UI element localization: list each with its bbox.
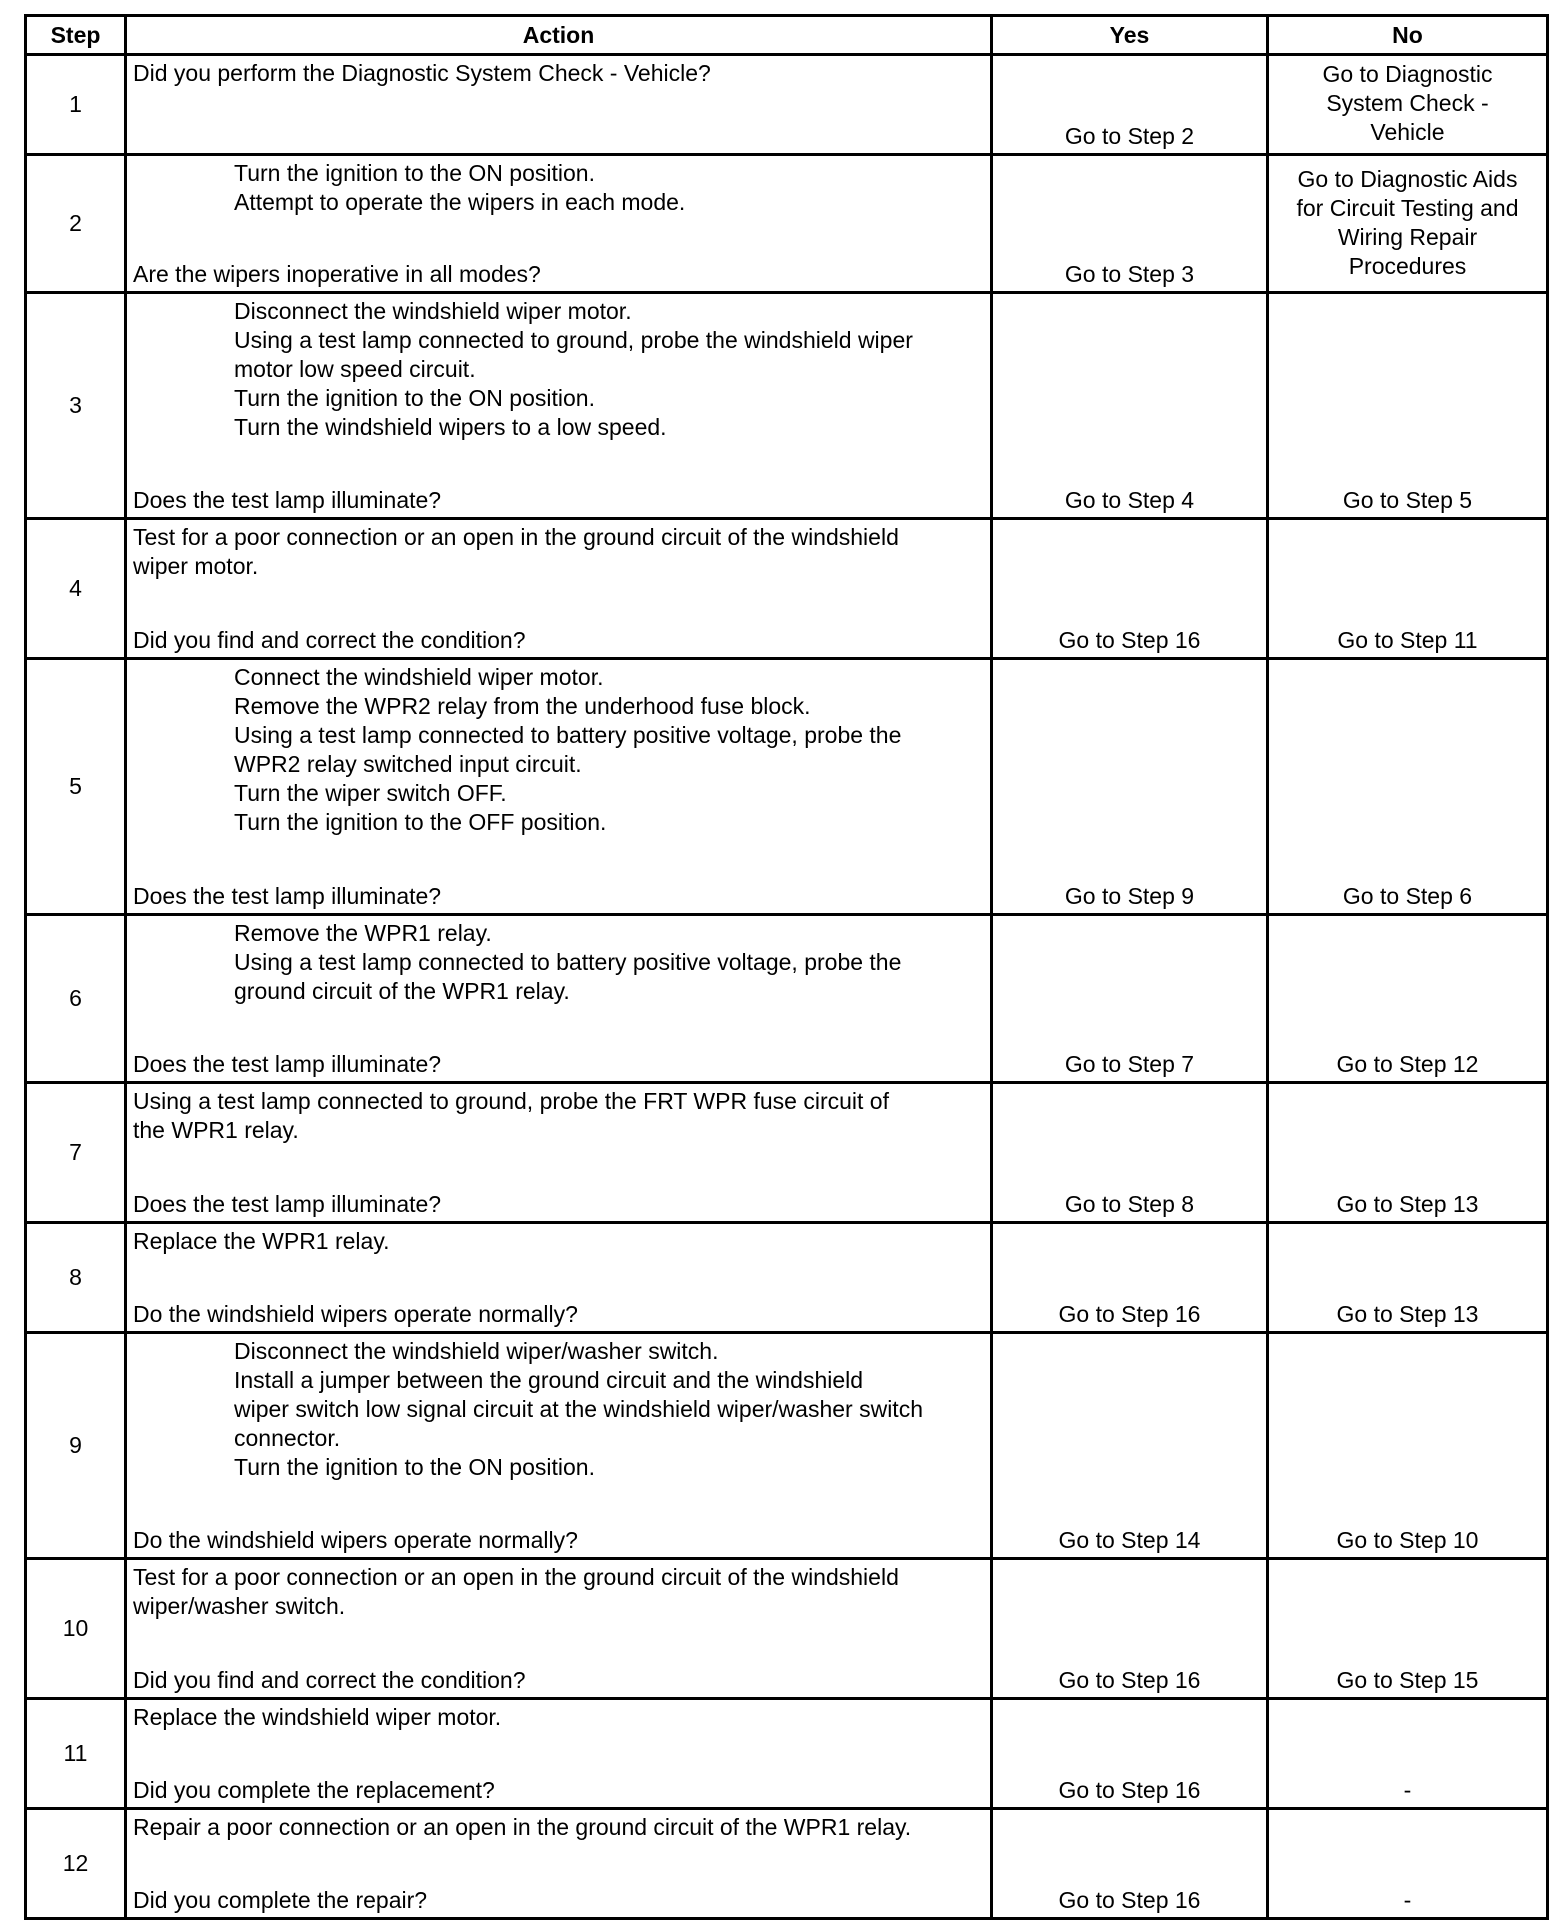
- action-text: Test for a poor connection or an open in the ground circuit of the windshield: [133, 1564, 899, 1590]
- no-result: Go to Diagnostic Aids: [1297, 165, 1518, 192]
- yes-cell: [992, 1559, 1268, 1699]
- header-no: No: [1268, 16, 1548, 55]
- no-cell: [1268, 1223, 1548, 1333]
- action-substeps: [133, 159, 984, 217]
- action-text: the WPR1 relay.: [133, 1117, 299, 1143]
- yes-result: Go to Step 14: [1058, 1527, 1201, 1553]
- action-substep: motor low speed circuit.: [234, 356, 476, 382]
- action-cell: [126, 1223, 992, 1333]
- action-text: wiper motor.: [133, 553, 259, 579]
- table-row: [26, 1083, 1548, 1223]
- step-number: 9: [26, 1333, 126, 1559]
- header-step: Step: [26, 16, 126, 55]
- action-substep: Turn the ignition to the ON position.: [234, 385, 595, 411]
- action-cell: [126, 155, 992, 293]
- table-row: [26, 659, 1548, 915]
- step-number: 10: [26, 1559, 126, 1699]
- yes-result: Go to Step 3: [1064, 261, 1195, 287]
- action-substeps: [133, 663, 984, 837]
- action-substep: ground circuit of the WPR1 relay.: [234, 978, 570, 1004]
- action-question: Does the test lamp illuminate?: [133, 1051, 442, 1077]
- yes-result: Go to Step 8: [1064, 1191, 1195, 1217]
- yes-cell: [992, 155, 1268, 293]
- yes-result: Go to Step 16: [1058, 1887, 1201, 1913]
- yes-cell: [992, 55, 1268, 155]
- table-row: [26, 1333, 1548, 1559]
- action-question: Do the windshield wipers operate normally?: [133, 1527, 578, 1553]
- action-substep: wiper switch low signal circuit at the windshield wiper/washer switch: [234, 1396, 923, 1422]
- action-cell: [126, 1559, 992, 1699]
- no-result: -: [1403, 1887, 1412, 1913]
- action-text: wiper/washer switch.: [133, 1593, 346, 1619]
- action-substep: Install a jumper between the ground circuit and the windshield: [234, 1367, 864, 1393]
- yes-cell: [992, 1333, 1268, 1559]
- yes-cell: [992, 915, 1268, 1083]
- table-row: [26, 1559, 1548, 1699]
- action-text: Did you perform the Diagnostic System Check - Vehicle?: [133, 60, 711, 86]
- no-result: Go to Step 10: [1336, 1527, 1479, 1553]
- no-result: for Circuit Testing and: [1296, 194, 1519, 221]
- no-cell: [1268, 915, 1548, 1083]
- no-cell: [1268, 293, 1548, 519]
- no-cell: [1268, 659, 1548, 915]
- table-row: [26, 1223, 1548, 1333]
- yes-result: Go to Step 7: [1064, 1051, 1195, 1077]
- action-cell: [126, 293, 992, 519]
- no-cell: [1268, 55, 1548, 155]
- no-result: -: [1403, 1777, 1412, 1803]
- step-number: 4: [26, 519, 126, 659]
- yes-result: Go to Step 16: [1058, 627, 1201, 653]
- yes-cell: [992, 1223, 1268, 1333]
- no-result: Go to Step 13: [1336, 1301, 1479, 1327]
- no-result: Go to Diagnostic: [1322, 61, 1493, 87]
- diagnostic-table: [24, 14, 1549, 1920]
- action-substep: WPR2 relay switched input circuit.: [234, 751, 582, 777]
- table-row: [26, 915, 1548, 1083]
- action-text: Replace the WPR1 relay.: [133, 1228, 390, 1254]
- step-number: 5: [26, 659, 126, 915]
- action-substep: Connect the windshield wiper motor.: [234, 664, 604, 690]
- yes-cell: [992, 519, 1268, 659]
- no-result: Procedures: [1348, 252, 1467, 279]
- action-question: Do the windshield wipers operate normally?: [133, 1301, 578, 1327]
- action-cell: [126, 659, 992, 915]
- yes-result: Go to Step 16: [1058, 1777, 1201, 1803]
- no-cell: [1268, 155, 1548, 293]
- action-substep: Using a test lamp connected to ground, probe the windshield wiper: [234, 327, 913, 353]
- action-substep: Using a test lamp connected to battery positive voltage, probe the: [234, 949, 902, 975]
- action-question: Did you find and correct the condition?: [133, 627, 526, 653]
- yes-cell: [992, 659, 1268, 915]
- action-question: Does the test lamp illuminate?: [133, 1191, 442, 1217]
- action-substep: Turn the wiper switch OFF.: [234, 780, 507, 806]
- action-cell: [126, 519, 992, 659]
- action-question: Does the test lamp illuminate?: [133, 487, 442, 513]
- action-substep: Using a test lamp connected to battery positive voltage, probe the: [234, 722, 902, 748]
- action-cell: [126, 915, 992, 1083]
- yes-result: Go to Step 16: [1058, 1301, 1201, 1327]
- yes-cell: [992, 1699, 1268, 1809]
- action-question: Did you complete the repair?: [133, 1887, 428, 1913]
- table-row: [26, 293, 1548, 519]
- step-number: 2: [26, 155, 126, 293]
- no-result: Go to Step 6: [1342, 883, 1473, 909]
- header-action: Action: [126, 16, 992, 55]
- action-cell: [126, 55, 992, 155]
- action-substep: Attempt to operate the wipers in each mode.: [234, 189, 686, 215]
- action-question: Did you find and correct the condition?: [133, 1667, 526, 1693]
- no-result: Go to Step 12: [1336, 1051, 1479, 1077]
- table-row: [26, 155, 1548, 293]
- table-row: [26, 55, 1548, 155]
- yes-cell: [992, 1083, 1268, 1223]
- no-result: Vehicle: [1370, 119, 1445, 145]
- no-result: Wiring Repair: [1337, 223, 1478, 250]
- table-row: [26, 1809, 1548, 1919]
- action-question: Are the wipers inoperative in all modes?: [133, 261, 541, 287]
- yes-result: Go to Step 16: [1058, 1667, 1201, 1693]
- no-cell: [1268, 1333, 1548, 1559]
- step-number: 6: [26, 915, 126, 1083]
- step-number: 1: [26, 55, 126, 155]
- action-text: Test for a poor connection or an open in the ground circuit of the windshield: [133, 524, 899, 550]
- step-number: 3: [26, 293, 126, 519]
- action-substep: Remove the WPR2 relay from the underhood fuse block.: [234, 693, 811, 719]
- action-text: Using a test lamp connected to ground, probe the FRT WPR fuse circuit of: [133, 1088, 889, 1114]
- no-result: Go to Step 5: [1342, 487, 1473, 513]
- action-substep: Turn the ignition to the ON position.: [234, 1454, 595, 1480]
- action-question: Does the test lamp illuminate?: [133, 883, 442, 909]
- yes-cell: [992, 293, 1268, 519]
- action-cell: [126, 1083, 992, 1223]
- step-number: 7: [26, 1083, 126, 1223]
- action-substeps: [133, 1337, 984, 1482]
- action-substep: Turn the windshield wipers to a low speed.: [234, 414, 667, 440]
- step-number: 11: [26, 1699, 126, 1809]
- table-row: [26, 519, 1548, 659]
- action-substep: connector.: [234, 1425, 341, 1451]
- no-result: Go to Step 15: [1336, 1667, 1479, 1693]
- action-substep: Disconnect the windshield wiper/washer switch.: [234, 1338, 719, 1364]
- action-cell: [126, 1809, 992, 1919]
- table-row: [26, 1699, 1548, 1809]
- no-cell: [1268, 519, 1548, 659]
- action-text: Repair a poor connection or an open in the ground circuit of the WPR1 relay.: [133, 1814, 912, 1840]
- no-result: Go to Step 11: [1337, 627, 1478, 653]
- header-row: [26, 16, 1548, 55]
- header-yes: Yes: [992, 16, 1268, 55]
- action-substeps: [133, 919, 984, 1006]
- yes-result: Go to Step 2: [1064, 123, 1195, 149]
- action-cell: [126, 1699, 992, 1809]
- yes-result: Go to Step 9: [1064, 883, 1195, 909]
- action-question: Did you complete the replacement?: [133, 1777, 495, 1803]
- action-substep: Turn the ignition to the ON position.: [234, 160, 595, 186]
- no-cell: [1268, 1083, 1548, 1223]
- action-cell: [126, 1333, 992, 1559]
- action-substep: Disconnect the windshield wiper motor.: [234, 298, 632, 324]
- no-cell: [1268, 1699, 1548, 1809]
- action-substep: Turn the ignition to the OFF position.: [234, 809, 607, 835]
- action-text: Replace the windshield wiper motor.: [133, 1704, 502, 1730]
- no-cell: [1268, 1559, 1548, 1699]
- action-substep: Remove the WPR1 relay.: [234, 920, 492, 946]
- yes-result: Go to Step 4: [1064, 487, 1195, 513]
- no-cell: [1268, 1809, 1548, 1919]
- yes-cell: [992, 1809, 1268, 1919]
- step-number: 8: [26, 1223, 126, 1333]
- action-substeps: [133, 297, 984, 442]
- step-number: 12: [26, 1809, 126, 1919]
- no-result: Go to Step 13: [1336, 1191, 1479, 1217]
- no-result: System Check -: [1326, 90, 1489, 116]
